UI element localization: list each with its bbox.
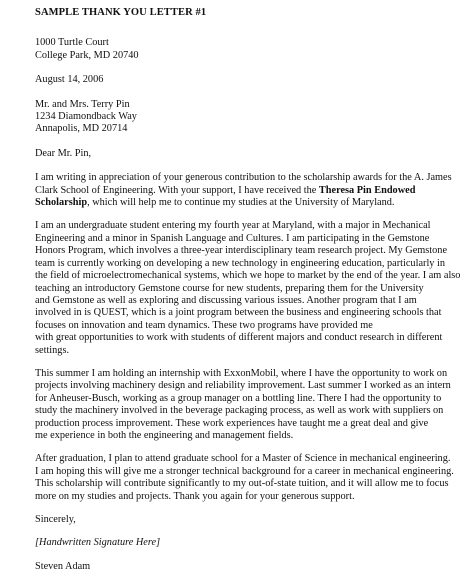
paragraph-line: This scholarship will contribute significantly to my out-of-state tuition, and it will allow me to focus bbox=[35, 478, 449, 490]
paragraph-line bbox=[35, 185, 460, 197]
letter-date bbox=[35, 74, 460, 86]
date-text: August 14, 2006 bbox=[35, 74, 104, 86]
paragraph-line: team is currently working on developing a new technology in engineering education, particularly in bbox=[35, 257, 446, 269]
recipient-city: Annapolis, MD 20714 bbox=[35, 123, 128, 135]
paragraph-line: teaching an introductory Gemstone course for new students, preparing them for the University bbox=[35, 282, 424, 294]
paragraph-line: focuses on innovation and team dynamics. These two programs have provided me bbox=[35, 319, 373, 331]
signature-placeholder: [Handwritten Signature Here] bbox=[35, 537, 161, 549]
paragraph-line: for Anheuser-Busch, working as a group manager on a bottling line. There I had the opportunity to bbox=[35, 392, 442, 404]
signer-name: Steven Adam bbox=[35, 560, 91, 572]
sender-street: 1000 Turtle Court bbox=[35, 37, 109, 49]
salutation bbox=[35, 148, 460, 160]
paragraph-text: , which will help me to continue my studies at the University of Maryland. bbox=[87, 197, 395, 209]
sender-address bbox=[35, 37, 460, 62]
paragraph-line: Engineering and a minor in Spanish Language and Cultures. I am participating in the Gemstone bbox=[35, 232, 430, 244]
paragraph-future-plans bbox=[35, 453, 460, 503]
paragraph-line: the field of microelectromechanical systems, which we hope to market by the end of the year. I am also bbox=[35, 270, 461, 282]
signer bbox=[35, 561, 460, 573]
paragraph-line bbox=[35, 197, 460, 209]
scholarship-name-part1: Theresa Pin Endowed bbox=[318, 184, 416, 196]
recipient-address bbox=[35, 99, 460, 136]
paragraph-line: projects involving machinery design and reliability improvement. Last summer I worked as an intern bbox=[35, 380, 451, 392]
sender-city: College Park, MD 20740 bbox=[35, 49, 139, 61]
closing-text: Sincerely, bbox=[35, 514, 76, 525]
closing bbox=[35, 514, 460, 526]
letter-title: SAMPLE THANK YOU LETTER #1 bbox=[35, 7, 207, 18]
paragraph-line: This summer I am holding an internship with ExxonMobil, where I have the opportunity to work on bbox=[35, 367, 448, 379]
recipient-street: 1234 Diamondback Way bbox=[35, 111, 137, 123]
paragraph-internships bbox=[35, 368, 460, 442]
paragraph-line: I am writing in appreciation of your generous contribution to the scholarship awards for the A. James bbox=[35, 172, 452, 184]
paragraph-line: Honors Program, which involves a three-year interdisciplinary team research project. My Gemstone bbox=[35, 245, 448, 257]
paragraph-line: After graduation, I plan to attend graduate school for a Master of Science in mechanical engineering. bbox=[35, 453, 451, 465]
paragraph-line: more on my studies and projects. Thank you again for your generous support. bbox=[35, 490, 355, 502]
paragraph-background bbox=[35, 220, 460, 356]
signature-block bbox=[35, 537, 460, 549]
paragraph-line: me experience in both the engineering and management fields. bbox=[35, 429, 294, 441]
recipient-name: Mr. and Mrs. Terry Pin bbox=[35, 98, 130, 110]
paragraph-line: I am hoping this will give me a stronger technical background for a career in mechanical engineering. bbox=[35, 465, 454, 477]
paragraph-line: study the machinery involved in the beverage packaging process, as well as work with suppliers on bbox=[35, 405, 444, 417]
scholarship-name-part2: Scholarship bbox=[35, 197, 88, 209]
paragraph-text: Clark School of Engineering. With your support, I have received the bbox=[35, 184, 319, 196]
paragraph-line: with great opportunities to work with students of different majors and conduct research in different bbox=[35, 332, 443, 344]
letter-body bbox=[35, 7, 460, 573]
paragraph-line: involved in is QUEST, which is a joint program between the business and engineering schools that bbox=[35, 307, 442, 319]
paragraph-appreciation bbox=[35, 172, 460, 209]
paragraph-line: and Gemstone as well as exploring and discussing various issues. Another program that I am bbox=[35, 294, 417, 306]
paragraph-line: I am an undergraduate student entering my fourth year at Maryland, with a major in Mechanical bbox=[35, 220, 431, 232]
paragraph-line: settings. bbox=[35, 344, 70, 356]
paragraph-line: production process improvement. These work experiences have taught me a great deal and give bbox=[35, 417, 429, 429]
salutation-text: Dear Mr. Pin, bbox=[35, 147, 92, 159]
